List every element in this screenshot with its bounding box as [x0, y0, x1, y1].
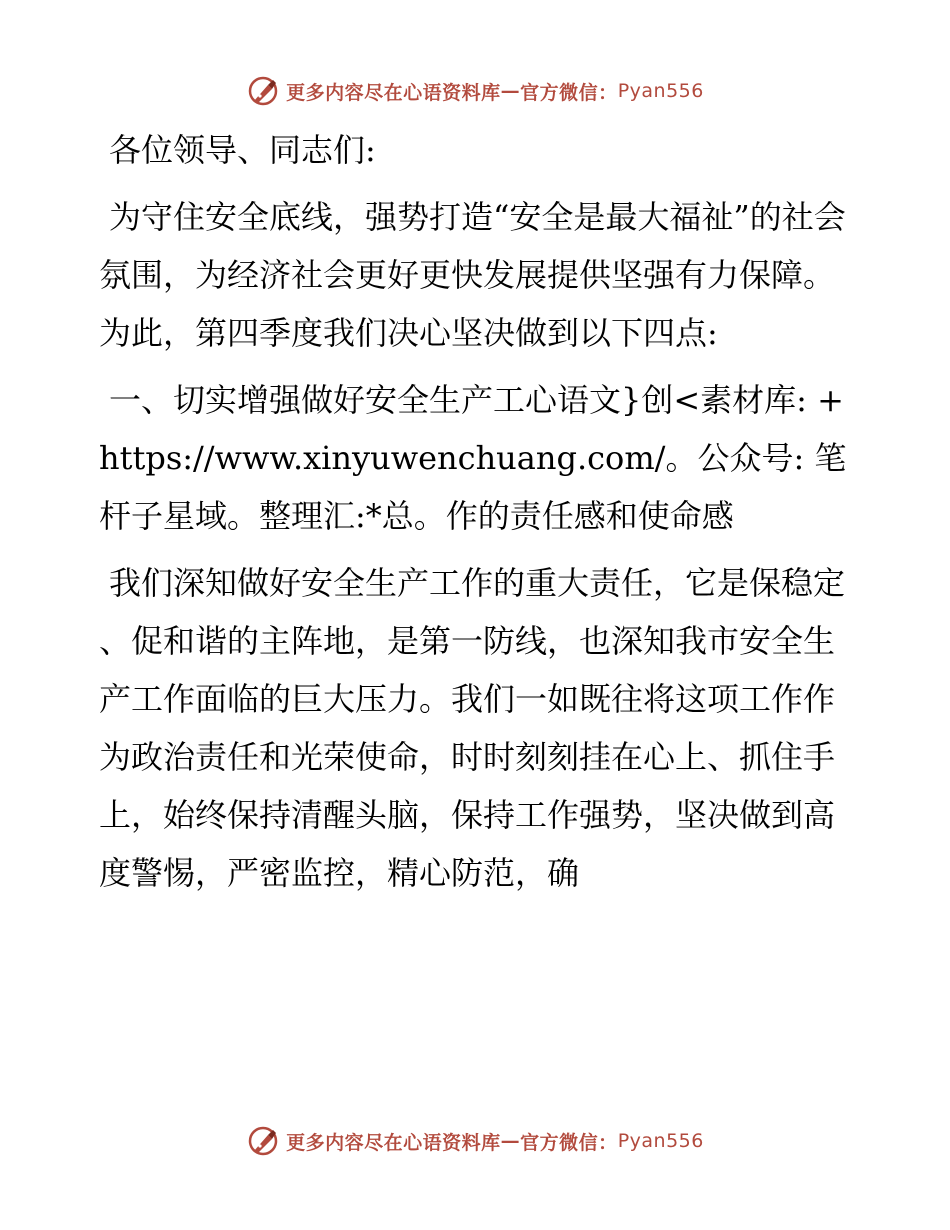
paragraph-2: 一、切实增强做好安全生产工心语文}创<素材库: +https://www.xinyuwenchuang.com/。公众号: 笔杆子星域。整理汇:*总。作的责任感和使命感	[99, 381, 847, 535]
watermark-label: 官方微信：	[520, 81, 618, 104]
paragraph-3: 我们深知做好安全生产工作的重大责任，它是保稳定、促和谐的主阵地，是第一防线，也深知我市安全生产工作面临的巨大压力。我们一如既往将这项工作作为政治责任和光荣使命，时时刻刻挂在心上、抓住手上，始终保持清醒头脑，保持工作强势，坚决做到高度警惕，严密监控，精心防范，确	[99, 564, 846, 892]
document-body	[99, 121, 851, 911]
watermark-separator: —	[500, 80, 521, 102]
watermark-separator: —	[500, 1130, 521, 1152]
watermark-account: Pyan556	[617, 80, 704, 102]
salutation: 各位领导、同志们:	[109, 131, 376, 169]
watermark-text-group	[286, 78, 704, 105]
footer-watermark	[0, 1121, 950, 1161]
paragraph-1: 为守住安全底线，强势打造“安全是最大福祉”的社会氛围，为经济社会更好更快发展提供坚强有力保障。为此，第四季度我们决心坚决做到以下四点:	[99, 198, 846, 352]
watermark-label: 官方微信：	[520, 1131, 618, 1154]
pen-nib-logo-icon	[246, 1124, 280, 1158]
pen-nib-logo-icon	[246, 74, 280, 108]
watermark-site-text: 更多内容尽在心语资料库	[286, 81, 501, 104]
watermark-text-group	[286, 1128, 704, 1155]
header-watermark	[0, 71, 950, 111]
watermark-account: Pyan556	[617, 1130, 704, 1152]
watermark-site-text: 更多内容尽在心语资料库	[286, 1131, 501, 1154]
